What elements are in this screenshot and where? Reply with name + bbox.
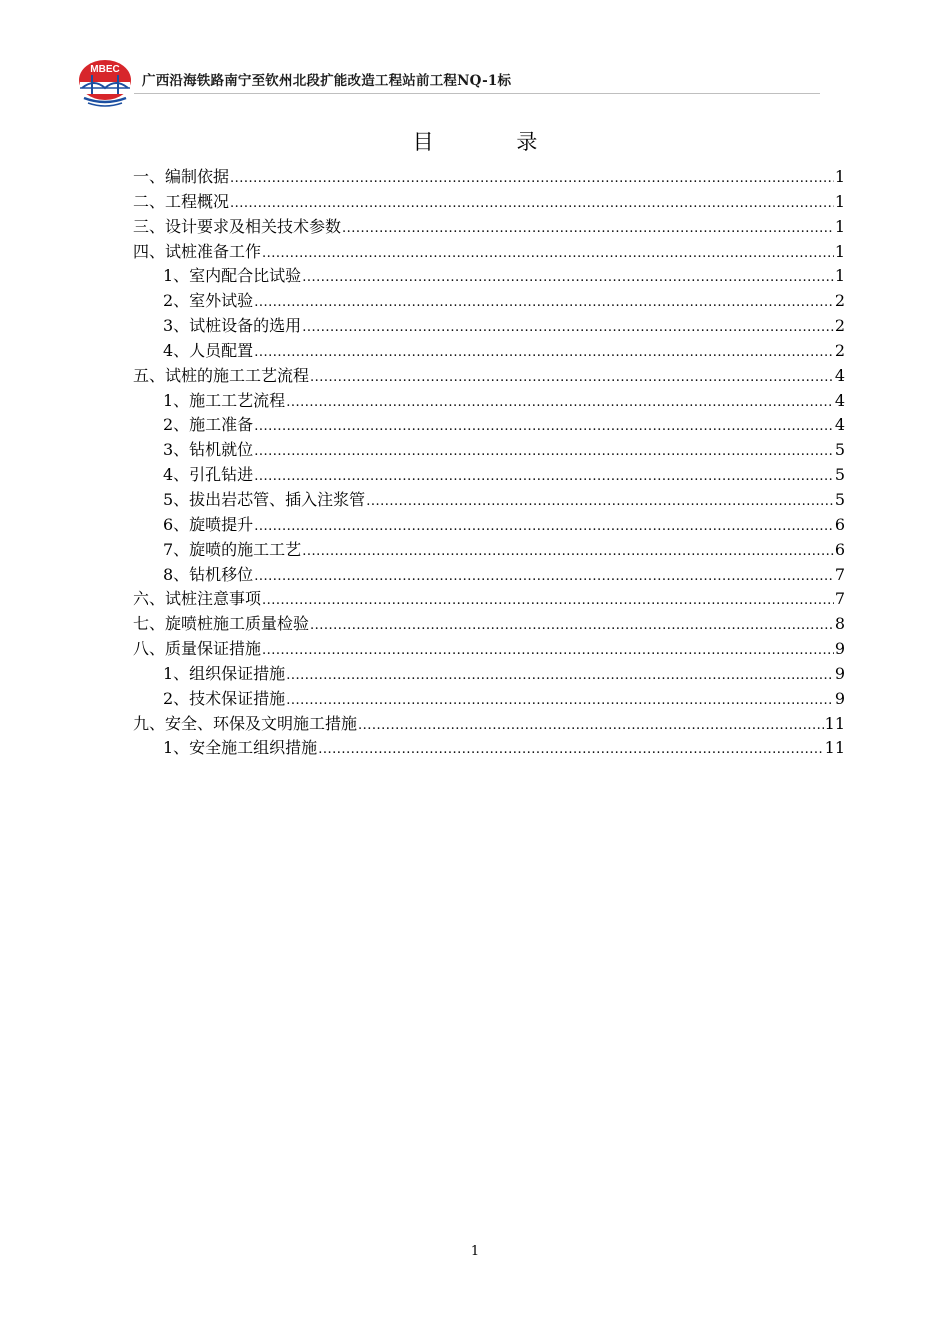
toc-entry[interactable] xyxy=(133,712,845,737)
toc-entry[interactable] xyxy=(133,240,845,265)
toc-leader-dots xyxy=(302,316,834,341)
toc-entry-text: 8、钻机移位 xyxy=(163,564,254,584)
toc-leader-dots xyxy=(230,192,834,217)
toc-leader-dots xyxy=(262,639,834,664)
toc-entry-text: 1、施工工艺流程 xyxy=(163,390,286,410)
toc-entry[interactable] xyxy=(133,339,845,364)
toc-entry-text: 1、室内配合比试验 xyxy=(163,266,302,286)
toc-leader-dots xyxy=(230,167,834,192)
toc-entry-page: 1 xyxy=(834,191,845,211)
toc-entry[interactable] xyxy=(133,488,845,513)
toc-entry-text: 7、旋喷的施工工艺 xyxy=(163,539,302,559)
toc-entry-page: 4 xyxy=(834,415,845,435)
toc-entry-text: 三、设计要求及相关技术参数 xyxy=(133,216,342,236)
page-number: 1 xyxy=(470,1244,480,1259)
toc-entry[interactable] xyxy=(133,463,845,488)
toc-entry[interactable] xyxy=(133,165,845,190)
toc-entry-page: 4 xyxy=(834,365,845,385)
toc-entry-page: 5 xyxy=(834,440,845,460)
toc-leader-dots xyxy=(254,341,834,366)
toc-entry-page: 9 xyxy=(834,688,845,708)
toc-entry-page: 4 xyxy=(834,390,845,410)
header-title: 广西沿海铁路南宁至钦州北段扩能改造工程站前工程NQ-1标 xyxy=(142,73,512,89)
toc-entry[interactable] xyxy=(133,389,845,414)
toc-entry-page: 5 xyxy=(834,489,845,509)
toc-entry[interactable] xyxy=(133,215,845,240)
toc-entry-page: 6 xyxy=(834,539,845,559)
toc-entry-text: 2、室外试验 xyxy=(163,291,254,311)
toc-leader-dots xyxy=(310,614,834,639)
toc-entry[interactable] xyxy=(133,662,845,687)
toc-entry[interactable] xyxy=(133,264,845,289)
toc-entry[interactable] xyxy=(133,513,845,538)
toc-entry-page: 1 xyxy=(834,216,845,236)
toc-entry[interactable] xyxy=(133,538,845,563)
toc-leader-dots xyxy=(254,565,834,590)
toc-leader-dots xyxy=(254,465,834,490)
toc-entry-text: 八、质量保证措施 xyxy=(133,639,262,659)
toc-leader-dots xyxy=(286,689,834,714)
toc-entry-text: 4、引孔钻进 xyxy=(163,465,254,485)
toc-entry-text: 2、施工准备 xyxy=(163,415,254,435)
toc-entry-page: 1 xyxy=(834,266,845,286)
toc-entry[interactable] xyxy=(133,190,845,215)
toc-entry[interactable] xyxy=(133,587,845,612)
toc-entry[interactable] xyxy=(133,364,845,389)
toc-entry-text: 四、试桩准备工作 xyxy=(133,241,262,261)
toc-entry-text: 3、试桩设备的选用 xyxy=(163,316,302,336)
toc-entry[interactable] xyxy=(133,413,845,438)
toc-entry-text: 九、安全、环保及文明施工措施 xyxy=(133,713,358,733)
toc-entry-text: 1、组织保证措施 xyxy=(163,663,286,683)
toc-entry-page: 7 xyxy=(834,564,845,584)
toc-entry-text: 6、旋喷提升 xyxy=(163,514,254,534)
toc-leader-dots xyxy=(318,738,823,763)
toc-leader-dots xyxy=(254,515,834,540)
toc-entry-page: 11 xyxy=(824,738,845,758)
toc-entry-text: 4、人员配置 xyxy=(163,340,254,360)
toc-leader-dots xyxy=(310,366,834,391)
toc-entry-page: 11 xyxy=(824,713,845,733)
toc-entry[interactable] xyxy=(133,314,845,339)
toc-entry-page: 1 xyxy=(834,167,845,186)
toc-entry-page: 8 xyxy=(834,614,845,634)
toc-entry-text: 3、钻机就位 xyxy=(163,440,254,460)
toc-leader-dots xyxy=(254,415,834,440)
toc-leader-dots xyxy=(358,714,824,739)
toc-entry-page: 5 xyxy=(834,465,845,485)
toc-leader-dots xyxy=(254,291,834,316)
toc-entry-text: 二、工程概况 xyxy=(133,191,230,211)
toc-leader-dots xyxy=(262,242,834,267)
logo-text: MBEC xyxy=(90,64,120,75)
page-header xyxy=(78,58,820,102)
toc-entry-text: 六、试桩注意事项 xyxy=(133,589,262,609)
toc-entry-page: 7 xyxy=(834,589,845,609)
toc-leader-dots xyxy=(302,540,834,565)
toc-entry[interactable] xyxy=(133,736,845,761)
toc-title: 目 录 xyxy=(412,130,576,154)
toc-entry[interactable] xyxy=(133,612,845,637)
toc-entry-text: 一、编制依据 xyxy=(133,167,230,186)
toc-entry-page: 2 xyxy=(834,316,845,336)
toc-entry-page: 9 xyxy=(834,663,845,683)
toc-leader-dots xyxy=(366,490,834,515)
toc-entry[interactable] xyxy=(133,687,845,712)
header-divider xyxy=(134,93,820,94)
toc-leader-dots xyxy=(286,391,834,416)
toc-entry[interactable] xyxy=(133,438,845,463)
toc-leader-dots xyxy=(262,589,834,614)
toc-entry-text: 1、安全施工组织措施 xyxy=(163,738,318,758)
toc-entry-page: 2 xyxy=(834,340,845,360)
toc-entry-page: 6 xyxy=(834,514,845,534)
toc-entry[interactable] xyxy=(133,637,845,662)
toc-leader-dots xyxy=(342,217,834,242)
toc-leader-dots xyxy=(286,664,834,689)
toc-leader-dots xyxy=(254,440,834,465)
toc-entry-page: 2 xyxy=(834,291,845,311)
toc-entry[interactable] xyxy=(133,289,845,314)
toc-entry-text: 5、拔出岩芯管、插入注浆管 xyxy=(163,489,366,509)
toc-entry-page: 9 xyxy=(834,639,845,659)
toc-entry-page: 1 xyxy=(834,241,845,261)
mbec-logo xyxy=(78,58,132,108)
toc-entry-text: 2、技术保证措施 xyxy=(163,688,286,708)
table-of-contents xyxy=(133,165,845,761)
toc-entry[interactable] xyxy=(133,563,845,588)
toc-entry-text: 五、试桩的施工工艺流程 xyxy=(133,365,310,385)
toc-entry-text: 七、旋喷桩施工质量检验 xyxy=(133,614,310,634)
toc-leader-dots xyxy=(302,266,834,291)
